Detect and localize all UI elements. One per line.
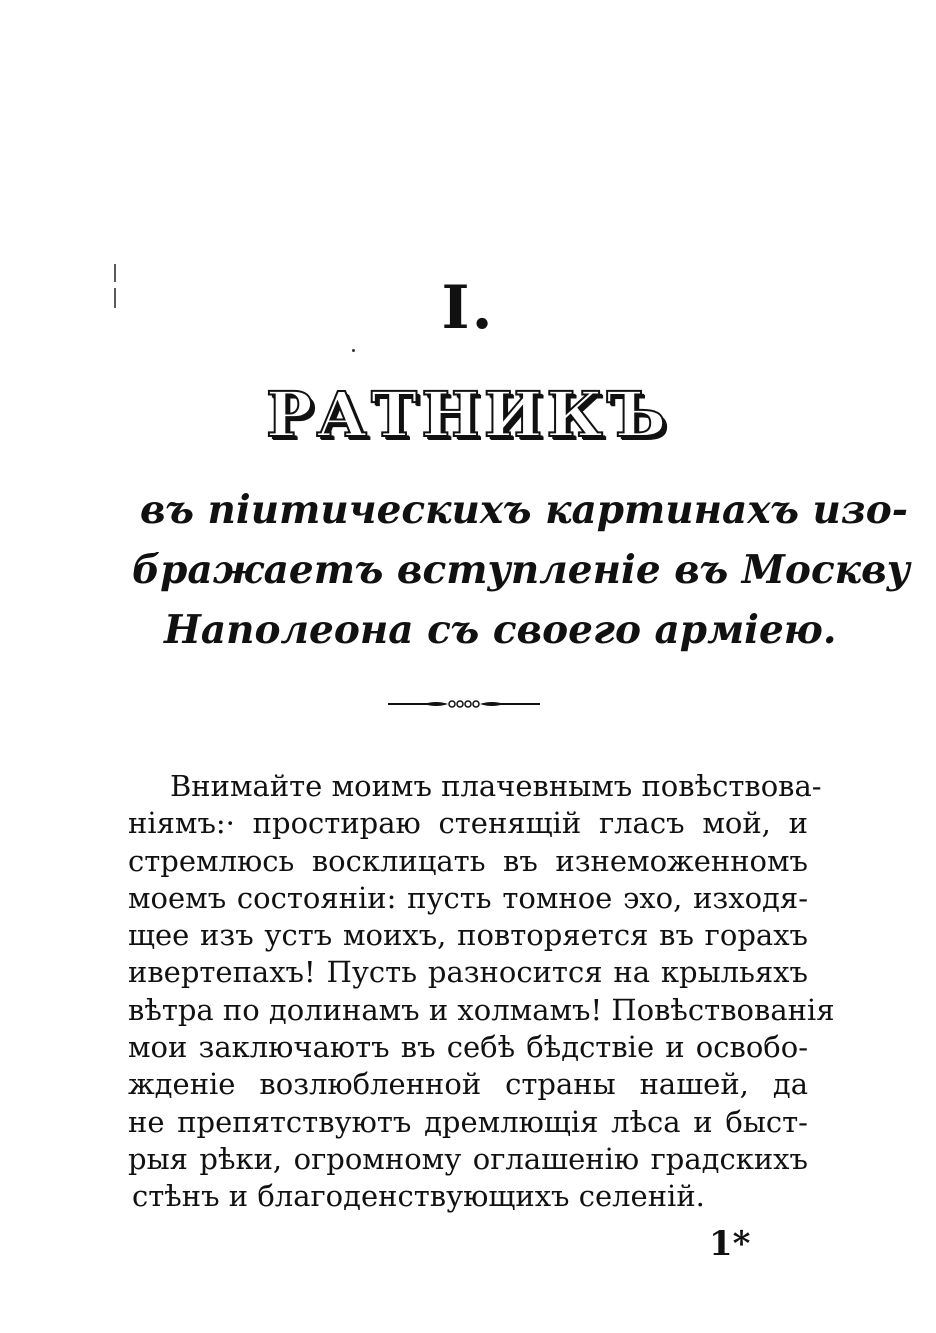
ornament-divider (384, 694, 544, 714)
signature-mark: 1* (709, 1224, 751, 1264)
text-line: вѣтра по долинамъ и холмамъ! Повѣствованія (128, 992, 835, 1027)
text-line: стѣнъ и благоденствующихъ селеній. (132, 1179, 705, 1214)
subtitle (120, 480, 911, 660)
text-line: мои заключаютъ въ себѣ бѣдствіе и освобо- (128, 1030, 808, 1065)
text-line: рыя рѣки, огромному оглашенію градскихъ (128, 1141, 808, 1176)
text-line: ивертепахъ! Пусть разносится на крыльяхъ (128, 955, 808, 990)
subtitle-line: Наполеона съ своего арміею. (164, 607, 837, 653)
text-line: не препятствуютъ дремлющія лѣса и быст- (128, 1104, 808, 1139)
subtitle-line: бражаетъ вступленіе въ Москву (132, 547, 911, 593)
body-paragraph (128, 768, 835, 1216)
subtitle-line: въ піитическихъ картинахъ изо- (140, 487, 908, 533)
page-title: РАТНИКЪ (265, 378, 671, 451)
text-line: ніямъ:· простираю стенящій гласъ мой, и (128, 806, 808, 841)
chapter-number: I. (441, 273, 495, 343)
text-line: щее изъ устъ моихъ, повторяется въ горахъ (128, 918, 808, 953)
text-line: моемъ состояніи: пусть томное эхо, изходя- (128, 880, 808, 915)
text-line: стремлюсь восклицать въ изнеможенномъ (128, 843, 808, 878)
text-line: жденіе возлюбленной страны нашей, да (128, 1067, 808, 1102)
text-line: Внимайте моимъ плачевнымъ повѣствова- (170, 769, 822, 803)
ink-speck (352, 349, 355, 352)
